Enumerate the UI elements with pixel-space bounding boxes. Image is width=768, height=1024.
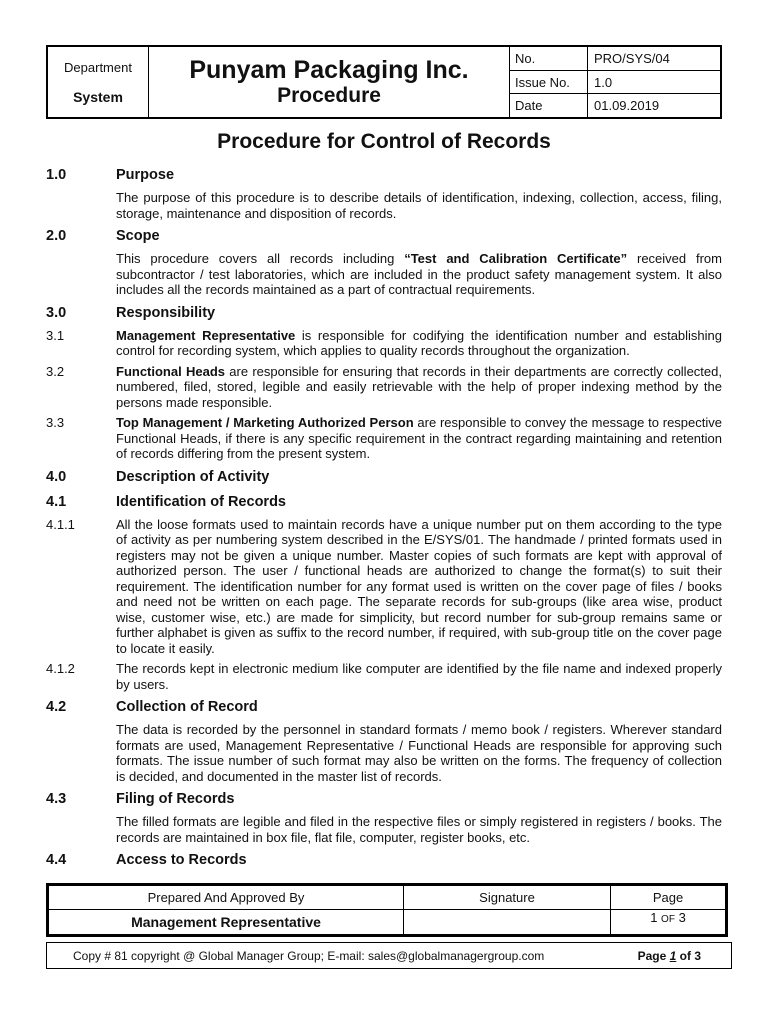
text-run: are responsible for ensuring that records in their departments are correctly collected, numbered, filed, stored, legible and easily retrievable with the help of proper indexing method by the persons made responsible. <box>116 363 722 410</box>
department-value: System <box>73 88 123 105</box>
meta-value: 01.09.2019 <box>594 98 660 114</box>
responsibility-item <box>46 364 722 411</box>
prepared-by-value: Management Representative <box>49 909 404 934</box>
paragraph-text <box>116 415 722 462</box>
paragraph <box>46 814 722 845</box>
department-label: Department <box>64 59 132 75</box>
section-heading <box>46 850 722 870</box>
bold-run: Management Representative <box>116 327 296 343</box>
section-heading <box>46 226 722 246</box>
page-post: of 3 <box>676 948 701 963</box>
section-number: 4.1 <box>46 493 67 510</box>
section-title: Purpose <box>116 167 175 183</box>
item-number: 3.3 <box>46 415 65 430</box>
section-number: 1.0 <box>46 167 67 183</box>
page-header: Page <box>611 886 726 910</box>
signature-value <box>404 909 611 934</box>
copyright-bar <box>46 942 732 969</box>
meta-row-number <box>510 47 720 71</box>
section-title: Responsibility <box>116 304 216 321</box>
section-number: 4.4 <box>46 852 67 868</box>
section-number: 4.3 <box>46 791 67 807</box>
meta-value: PRO/SYS/04 <box>594 50 670 66</box>
page-current: 1 <box>669 948 677 963</box>
section-title: Identification of Records <box>116 493 286 510</box>
document-meta <box>510 47 720 117</box>
document-header <box>46 45 722 119</box>
page-number: 1 <box>650 909 658 925</box>
paragraph <box>46 190 722 221</box>
copyright-text: Copy # 81 copyright @ Global Manager Group; E-mail: sales@globalmanagergroup.com <box>73 948 545 963</box>
item-number: 3.1 <box>46 327 65 343</box>
identification-item <box>46 517 722 657</box>
text-run: are responsible to convey the message to respective Functional Heads, if there is any specific requirement in the contract regarding maintaining and retention of records differing from the present system. <box>116 415 722 461</box>
meta-key: No. <box>510 47 588 70</box>
paragraph-text <box>116 364 722 411</box>
section-heading <box>46 467 722 487</box>
document-title: Procedure for Control of Records <box>217 130 551 153</box>
page-total: 3 <box>678 909 686 925</box>
prepared-by-header: Prepared And Approved By <box>49 886 404 910</box>
responsibility-item <box>46 328 722 359</box>
department-cell <box>48 47 149 117</box>
bold-run: Top Management / Marketing Authorized Person <box>116 415 414 430</box>
meta-row-date <box>510 94 720 117</box>
paragraph-text <box>116 251 722 298</box>
item-number: 3.2 <box>46 363 65 379</box>
meta-key: Date <box>510 94 588 117</box>
page-value <box>611 909 726 934</box>
section-heading <box>46 303 722 323</box>
company-cell <box>149 47 510 117</box>
approval-table <box>46 883 728 937</box>
page-indicator <box>638 949 731 963</box>
signature-header: Signature <box>404 886 611 910</box>
item-number: 4.1.2 <box>46 661 75 676</box>
section-title: Scope <box>116 228 160 244</box>
paragraph-text: The data is recorded by the personnel in standard formats / memo book / registers. Wherever standard formats are used, Management Representative / Functional Heads are responsible for approving such formats. The issue number of such format may also be written on the forms. The frequency of collection is decided, and documented in the master list of records. <box>116 722 722 784</box>
paragraph <box>46 251 722 298</box>
responsibility-item <box>46 415 722 462</box>
paragraph <box>46 722 722 784</box>
page-pre: Page <box>637 948 670 963</box>
paragraph-text: The purpose of this procedure is to describe details of identification, indexing, collection, access, filing, storage, maintenance and disposition of records. <box>116 190 722 221</box>
section-title: Description of Activity <box>116 468 270 485</box>
section-heading <box>46 697 722 717</box>
meta-row-issue <box>510 71 720 95</box>
text-run: is responsible for codifying the identification number and establishing control for recording system, which applies to quality records throughout the organization. <box>116 327 723 358</box>
meta-key: Issue No. <box>510 71 588 94</box>
meta-value: 1.0 <box>594 74 613 90</box>
company-name: Punyam Packaging Inc. <box>189 56 469 84</box>
text-run: This procedure covers all records including <box>116 251 405 266</box>
bold-run: “Test and Calibration Certificate” <box>404 251 628 266</box>
section-number: 4.2 <box>46 699 67 715</box>
document-body <box>46 161 722 875</box>
section-number: 2.0 <box>46 228 67 244</box>
text-run: received from subcontractor / test laboratories, which are included in the product safety management system. It also includes all the records maintained as a part of contractual requirements. <box>116 251 722 297</box>
section-title: Collection of Record <box>116 699 258 715</box>
page-of: OF <box>661 913 675 925</box>
section-title: Access to Records <box>116 852 247 868</box>
section-number: 4.0 <box>46 468 67 485</box>
paragraph-text: The filled formats are legible and filed in the respective files or simply registered in registers / books. The records are maintained in box file, flat file, computer, register books, etc. <box>116 814 722 845</box>
bold-run: Functional Heads <box>116 363 225 379</box>
section-number: 3.0 <box>46 304 67 321</box>
paragraph-text <box>116 328 722 359</box>
item-number: 4.1.1 <box>46 516 75 532</box>
paragraph-text: The records kept in electronic medium like computer are identified by the file name and indexed properly by users. <box>116 661 722 692</box>
section-title: Filing of Records <box>116 791 235 807</box>
document-type: Procedure <box>277 84 381 107</box>
section-heading <box>46 789 722 809</box>
section-heading <box>46 165 722 185</box>
section-heading <box>46 492 722 512</box>
paragraph-text: All the loose formats used to maintain records have a unique number put on them according to the type of activity as per numbering system described in the E/SYS/01. The handmade / printed formats used in registers may not be given a unique number. Master copies of such formats are kept with approval of authorized person. The user / functional heads are authorized to change the format(s) to suit their requirement. The identification number for any format used is written on the cover page of files / books and need not be written on each page. The separate records for sub-groups (like area wise, product wise, customer wise, etc.) are made for simplicity, but record number for sub-group remains same or further alphabet is given as suffix to the record number, if required, with sub-group title on the cover page to locate it easily. <box>116 516 722 656</box>
identification-item <box>46 661 722 692</box>
